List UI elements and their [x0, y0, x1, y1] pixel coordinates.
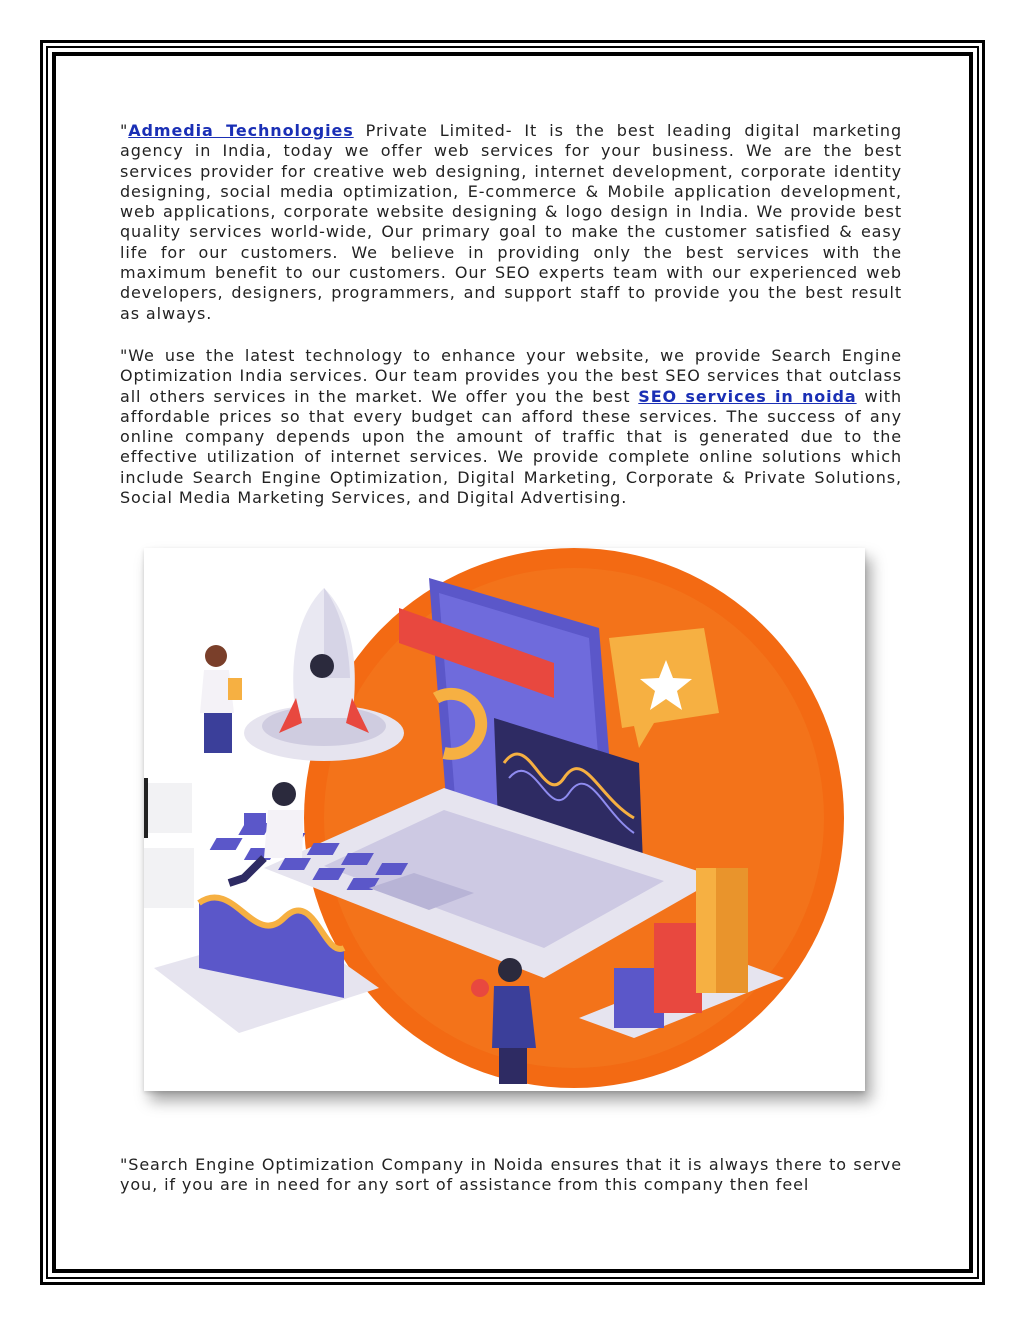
p1-text: Private Limited- It is the best leading digital marketing agency in India, today we offer web services for your business. We are the best services provider for creative web designing, internet development, corporate identity designing, social media optimization, E-commerce & Mobile application development, web applications, corporate website designing & logo design in India. We provide best quality services world-wide, Our primary goal to make the customer satisfied & easy life for our customers. We believe in providing only the best services with the maximum benefit to our customers. Our SEO experts team with our experienced web developers, designers, programmers, and support staff to provide you the best result as always. — [120, 121, 902, 323]
p1-quote: " — [120, 121, 129, 140]
paragraph-services — [120, 346, 902, 508]
admedia-technologies-link[interactable]: Admedia Technologies — [128, 121, 354, 140]
p2-text-end: with affordable prices so that every budget can afford these services. The success of any online company depends upon the amount of traffic that is generated due to the effective utilization of internet services. We provide complete online solutions which include Search Engine Optimization, Digital Marketing, Corporate & Private Solutions, Social Media Marketing Services, and Digital Advertising. — [120, 386, 903, 508]
paragraph-company: "Search Engine Optimization Company in Noida ensures that it is always there to serve you, if you are in need for any sort of assistance from this company then feel — [120, 1155, 902, 1195]
person-icon — [200, 645, 242, 753]
seo-services-noida-link[interactable]: SEO services in noida — [638, 386, 857, 406]
p2-text-start: "We use the latest technology to enhance your website, we provide Search Engine Optimization India services. Our team provides you the best SEO services that outclass all others services in the market. We offer you the best — [120, 346, 902, 406]
paragraph-intro — [120, 121, 902, 324]
seo-illustration — [144, 548, 865, 1091]
